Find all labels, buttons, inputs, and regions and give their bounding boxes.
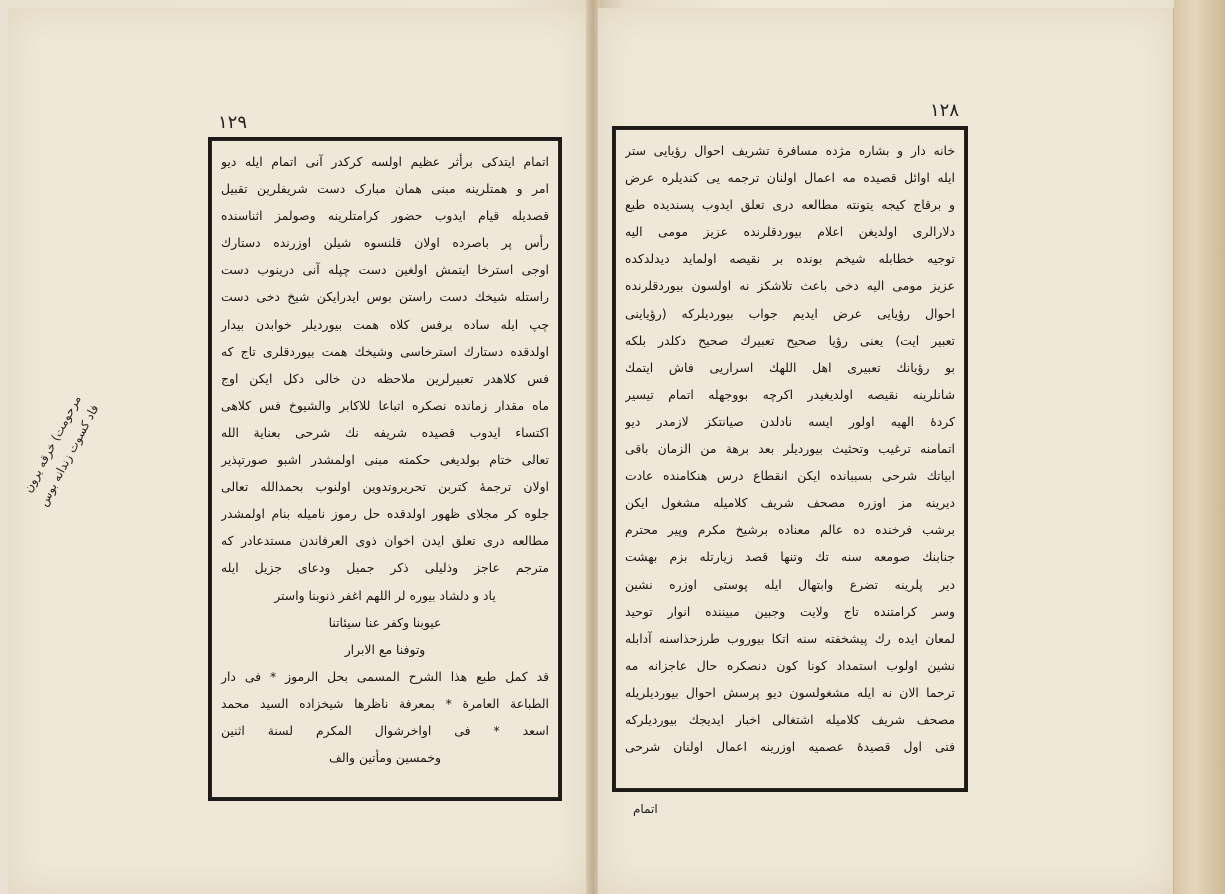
- text-line: تعبیر ایت) یعنی رؤیا صحیح تعبیرك صحیح دکلدر بلکه: [625, 332, 955, 348]
- colophon-line: اسعد * فی اواخرشوال المکرم لسنة اثنین: [221, 722, 549, 738]
- margin-note: مرحومت) خرقه یرون فاد کسوت زندانه بوس: [20, 392, 102, 509]
- text-line: قصدیله قیام ایدوب حضور کرامتلرینه وصولمز اثناسنده: [221, 208, 549, 224]
- text-line: اولان ترجمهٔ کتربن تحریروتدوین اولنوب بحمدالله تعالی: [221, 479, 549, 495]
- text-line: اتمام ایتدکی برأثر عظیم اولسه کرکدر آنی اتمام ایله دیو: [221, 154, 549, 169]
- text-line: دیرینه مز اوزره مصحف شریف کلامیله مشغول ایکن: [625, 495, 955, 511]
- text-line: جنابنك صومعه سنه تك وتنها قصد زیارتله بزم بهشت: [625, 549, 955, 565]
- catchword: اتمام: [633, 802, 658, 816]
- prayer-line: وتوفنا مع الابرار: [344, 641, 426, 657]
- text-line: دیر پلرینه تضرع وابتهال ایله پوستی اوزره نشین: [625, 576, 955, 592]
- text-line: مصحف شریف کلامیله اشتغالی اخبار ایدیجك بیوردیلرکه: [625, 711, 955, 727]
- left-page-number: ١٢٩: [218, 112, 248, 133]
- prayer-line: عیوبنا وکفر عنا سیئاتنا: [328, 614, 442, 630]
- right-text-block: [625, 137, 955, 760]
- text-line: اولدقده دستارك استرخاسی وشیخك همت بیوردقلری تاج که: [221, 343, 549, 359]
- text-line: بو رؤیانك تعبیری اهل اللهك اسراریی فاش ایتمك: [625, 359, 955, 375]
- left-text-block: [221, 148, 549, 771]
- colophon-date-line: وخمسین ومأتین والف: [329, 750, 441, 766]
- text-line: کردهٔ الهیه اولور ایسه نادلدن صیانتکز لازمدر دیو: [625, 413, 955, 429]
- text-line: ایله اوائل قصیده مه اعمال اولنان ترجمه یی کندیلره عرض: [625, 170, 955, 186]
- text-line: تعالی ختام بولدیغی حکمته مبنی اولمشدر اشبو صورتپذیر: [221, 452, 549, 468]
- right-page-number: ١٢٨: [930, 100, 960, 121]
- text-line: رأس پر باصرده اولان قلنسوه شیلن اوزرنده دستارك: [221, 235, 549, 251]
- text-line: و برقاج کیجه یتونته مطالعه دری تعلق ایدوب پسندیده طبع: [625, 197, 955, 213]
- text-line: وسر کرامتنده تاج ولایت وجبین مبیننده انوار توحید: [625, 603, 955, 619]
- text-line: ماه مقدار زمانده نصکره اتباعا للاکابر والشیوخ فس کلاهی: [221, 397, 549, 413]
- text-line: احوال رؤیایی عرض ایدیم جواب بیوردیلرکه (رؤیاینی: [625, 305, 955, 321]
- right-text-frame: [612, 126, 968, 792]
- text-line: اوجی استرخا ایتمش اولغین دست چپله آنی درینوب دست: [221, 262, 549, 278]
- text-line: دلارالری اولدیغن اعلام بیوردقلرنده عزیز مومی الیه: [625, 224, 955, 240]
- text-line: شانلرینه نقیصه اولدیغیدر اکرچه بووجهله اتمام تیسیر: [625, 386, 955, 402]
- text-line: برشب فرخنده ده عالم معناده برشیخ مکرم وپیر محترم: [625, 522, 955, 538]
- text-line: فس کلاهدر تعبیرلرین ملاحظه دن خالی دکل ایکن اوج: [221, 370, 549, 386]
- text-line: راستله شیخك دست راستن بوس ایدرایکن شیخ دخی دست: [221, 289, 549, 305]
- text-line: نشین اولوب استمداد کونا کون دنصکره حال عاجزانه مه: [625, 657, 955, 673]
- colophon-line: الطباعة العامرة * بمعرفة ناظرها شیخزاده السید محمد: [221, 695, 549, 711]
- page-edge: [1174, 0, 1225, 894]
- colophon-line: قد کمل طبع هذا الشرح المسمی بحل الرموز * فی دار: [221, 668, 549, 684]
- text-line: جلوه کر مجلای ظهور اولدقده حل رموز نامیله بنام اولمشدر: [221, 506, 549, 522]
- left-text-frame: [208, 137, 562, 801]
- text-line: امر و همتلرینه مبنی همان مبارک دست شریفلرین تقبیل: [221, 181, 549, 197]
- text-line: خانه دار و بشاره مژده مسافرة تشریف احوال رؤیایی ستر: [625, 143, 955, 158]
- prayer-line: یاد و دلشاد بیوره لر اللهم اغفر ذنوبنا واستر: [274, 587, 496, 603]
- text-line: عزیز مومی الیه دخی باعث تلاشکز نه اولسون بیوردقلرنده: [625, 278, 955, 294]
- text-line: لمعان ایده رك پیشخفته سنه اتکا بیوروب طرزحذاسنه آدابله: [625, 630, 955, 646]
- text-line: ترحما الان نه ایله مشغولسون دیو پرسش احوال بیوردیلریله: [625, 684, 955, 700]
- text-line: اکتساء ایدوب قصیده شریفه نك شرحی بعنایة الله: [221, 424, 549, 440]
- text-line: توجیه خطابله شیخم بونده بر نقیصه اولماید دیدلدکده: [625, 251, 955, 267]
- text-line: فتی اول قصیدهٔ عصمیه اوزرینه اعمال اولنان شرحی: [625, 739, 955, 755]
- text-line: مترجم عاجز وذلیلی ذکر جمیل ودعای جزیل ایله: [221, 560, 549, 576]
- text-line: مطالعه دری تعلق ایدن اخوان ذوی العرفاندن مستدعادر که: [221, 533, 549, 549]
- text-line: چپ ایله ساده برفس کلاه همت بیوردیلر خوابدن بیدار: [221, 316, 549, 332]
- text-line: ابیاتك شرحی بسببانده ایکن انقطاع درس هنکامنده عادت: [625, 468, 955, 484]
- text-line: اتمامنه ترغیب وتحثیث بیوردیلر بعد برهة من الزمان باقی: [625, 441, 955, 457]
